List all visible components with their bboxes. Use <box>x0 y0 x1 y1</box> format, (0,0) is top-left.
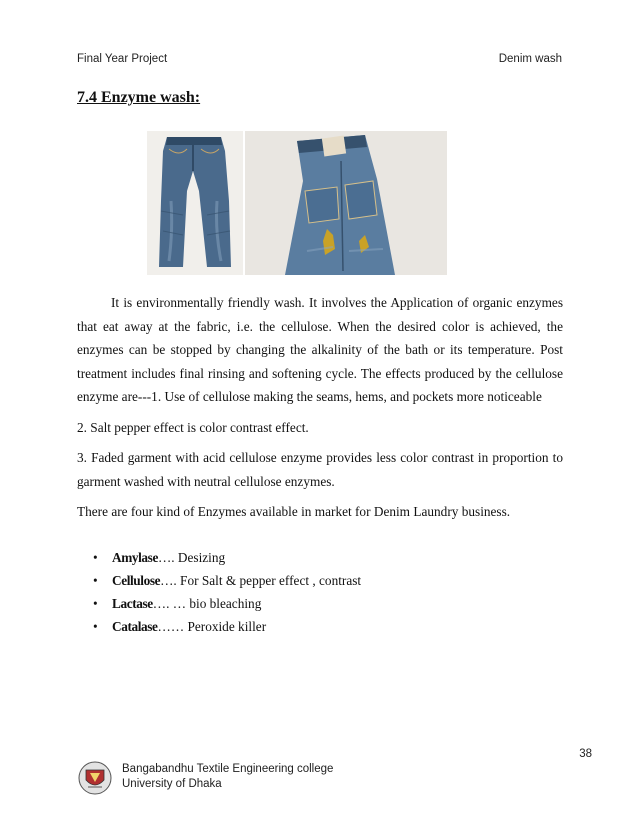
bullet-icon: • <box>93 596 98 611</box>
bullet-icon: • <box>93 619 98 634</box>
list-item <box>93 546 361 569</box>
footer <box>122 762 333 792</box>
body-text <box>77 291 563 531</box>
footer-college-name: Bangabandhu Textile Engineering college <box>122 763 334 775</box>
enzyme-term: Lactase <box>112 596 153 611</box>
enzyme-description: …. For Salt & pepper effect , contrast <box>160 573 362 588</box>
paragraph: 3. Faded garment with acid cellulose enzyme provides less color contrast in proportion to garment washed with neutral cellulose enzymes. <box>77 450 563 489</box>
enzyme-term: Catalase <box>112 619 158 634</box>
list-item <box>93 569 361 592</box>
enzyme-description: …. … bio bleaching <box>152 596 262 611</box>
running-header-left: Final Year Project <box>77 53 168 65</box>
enzyme-term: Amylase <box>112 550 158 565</box>
footer-university-name: University of Dhaka <box>122 778 222 790</box>
jeans-photos <box>147 131 447 275</box>
page-number: 38 <box>579 748 592 760</box>
denim-jeans-back-photo <box>245 131 447 275</box>
running-header-right: Denim wash <box>498 53 562 65</box>
enzyme-term: Cellulose <box>112 573 161 588</box>
section-title: 7.4 Enzyme wash: <box>77 89 201 106</box>
list-item <box>93 615 361 638</box>
paragraph: There are four kind of Enzymes available in market for Denim Laundry business. <box>77 504 511 519</box>
enzyme-description: …… Peroxide killer <box>157 619 267 634</box>
list-item <box>93 592 361 615</box>
enzyme-list <box>93 546 361 638</box>
enzyme-description: …. Desizing <box>157 550 226 565</box>
college-crest-logo <box>78 760 112 796</box>
paragraph: 2. Salt pepper effect is color contrast effect. <box>77 419 309 435</box>
denim-jeans-front-photo <box>147 131 243 275</box>
paragraph: It is environmentally friendly wash. It involves the Application of organic enzymes that eat away at the fabric, i.e. the cellulose. When the desired color is achieved, the enzymes can be stopped by changing the alkalinity of the bath or its temperature. Post treatment includes final rinsing and softening cycle. The effects produced by the cellulose enzyme are---1. Use of cellulose making the seams, hems, and pockets more noticeable <box>77 295 563 404</box>
bullet-icon: • <box>93 550 98 565</box>
bullet-icon: • <box>93 573 98 588</box>
